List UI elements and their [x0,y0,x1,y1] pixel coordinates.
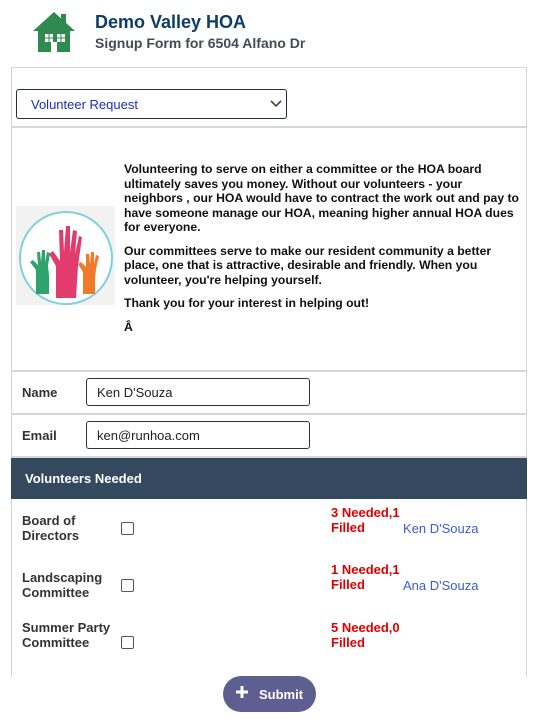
chevron-down-icon [270,99,282,109]
name-label: Name [22,385,58,400]
request-type-select[interactable] [16,89,287,119]
email-label: Email [22,428,57,443]
volunteer-link[interactable]: Ana D'Souza [403,578,479,593]
page-header [0,0,536,67]
section-title: Volunteers Needed [25,471,142,486]
intro-paragraph: Â [124,319,133,334]
volunteers-section-header [11,458,527,499]
divider [11,370,527,372]
submit-button[interactable] [223,676,316,712]
signup-checkbox[interactable] [121,522,134,535]
divider [11,126,527,128]
signup-checkbox[interactable] [121,636,134,649]
committee-name: Landscaping Committee [22,570,103,600]
intro-paragraph: Our committees serve to make our resident community a better place, one that is attractive, desirable and friendly. When you volunteer, you're helping yourself. [124,243,492,287]
email-input[interactable] [86,421,310,449]
signup-checkbox[interactable] [121,579,134,592]
intro-paragraph: Volunteering to serve on either a committee or the HOA board ultimately saves you money. Without our volunteers - your neighbors , our HOA would have to contract the work out and pay to have someone manage our HOA, meaning higher annual HOA dues for everyone. [124,162,519,234]
committee-name: Board of Directors [22,513,80,543]
status-text: 5 Needed,0 Filled [331,620,400,650]
volunteer-row-summer-party [11,619,527,675]
house-logo-icon [31,10,77,54]
divider [11,413,527,415]
volunteer-row-landscaping [11,562,527,618]
volunteer-row-board [11,505,527,561]
org-title: Demo Valley HOA [95,12,247,32]
submit-label: Submit [259,687,304,702]
status-text: 1 Needed,1 Filled [331,562,400,592]
status-text: 3 Needed,1 Filled [331,505,400,535]
volunteer-link[interactable]: Ken D'Souza [403,521,479,536]
intro-text [124,162,520,343]
plus-icon [235,685,249,699]
select-value: Volunteer Request [31,97,138,112]
raised-hands-icon [16,206,115,305]
committee-name: Summer Party Committee [22,620,111,650]
form-subtitle: Signup Form for 6504 Alfano Dr [95,35,306,51]
raised-hands-image [16,206,115,305]
name-input[interactable] [86,378,310,406]
intro-paragraph: Thank you for your interest in helping out! [124,296,370,310]
